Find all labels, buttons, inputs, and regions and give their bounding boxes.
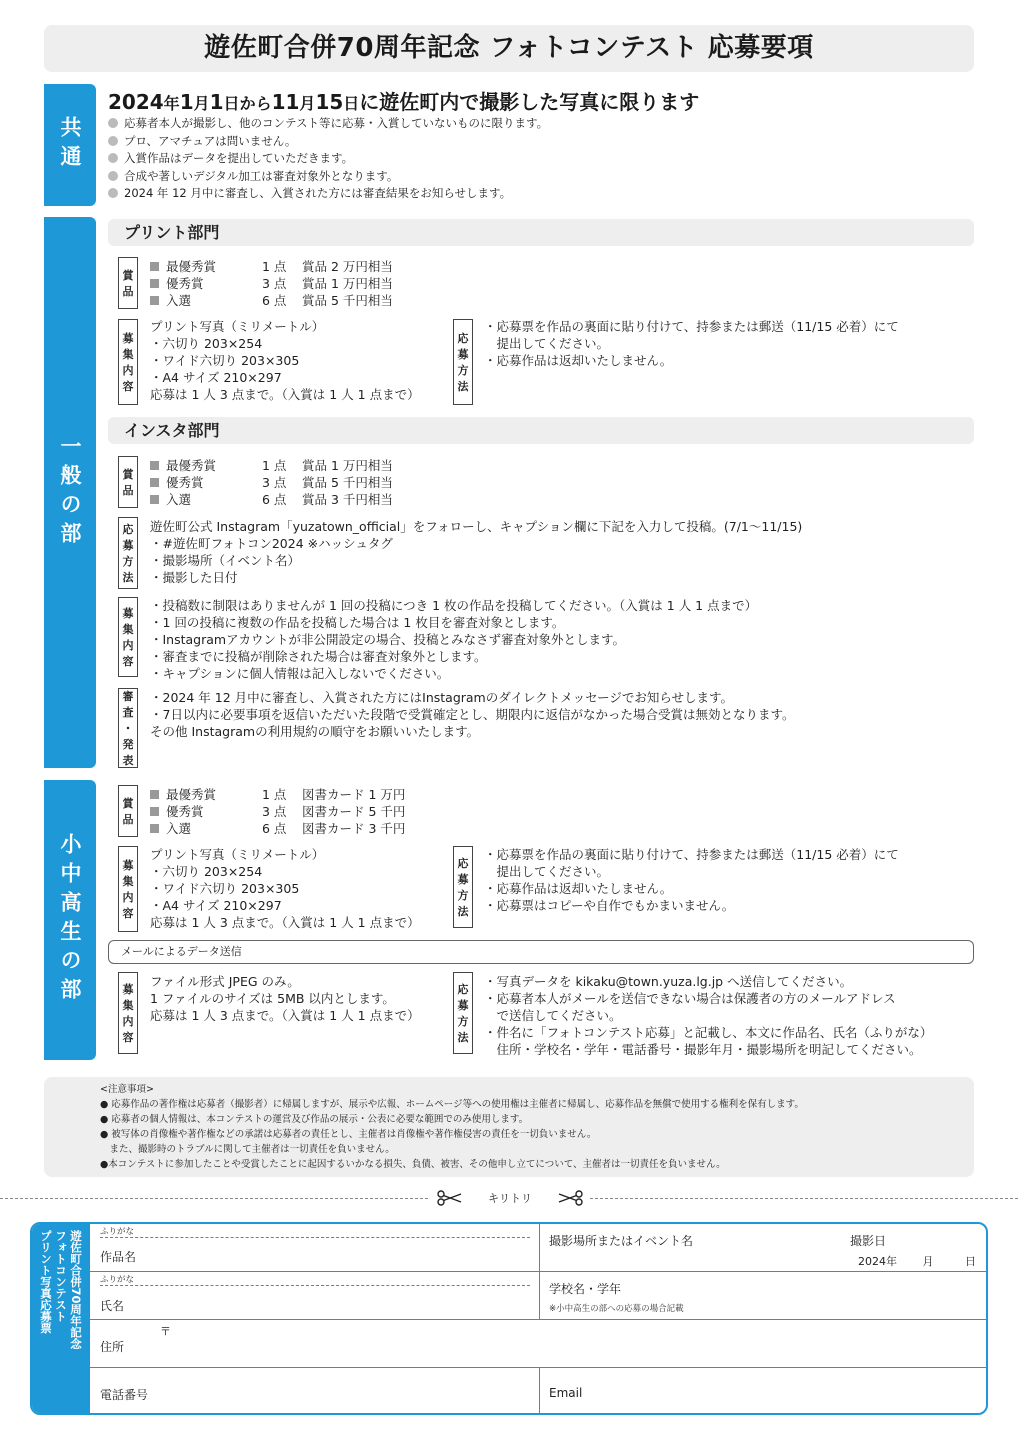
bullet-text: 入賞作品はデータを提出していただきます。 (124, 151, 354, 165)
student-content (150, 846, 420, 931)
print-section-heading: プリント部門 (108, 219, 974, 246)
prize-count: 3 点 (262, 475, 287, 490)
label-char: 応 (457, 857, 469, 870)
label-char: 内 (122, 364, 134, 377)
label-char: 表 (122, 754, 134, 767)
note-item: また、撮影時のトラブルに関して主催者は一切責任を負いません。 (100, 1144, 395, 1155)
judge-line: その他 Instagramの利用規約の順守をお願いいたします。 (150, 724, 480, 739)
prize-count: 6 点 (262, 293, 287, 308)
bullet-text: 合成や著しいデジタル加工は審査対象外となります。 (124, 168, 399, 183)
name-field[interactable]: 氏名 (100, 1299, 125, 1313)
insta-section-heading: インスタ部門 (108, 417, 974, 444)
place-field[interactable]: 撮影場所またはイベント名 (549, 1234, 694, 1248)
label-char: 募 (122, 607, 134, 620)
content-line: ・投稿数に制限はありませんが 1 回の投稿につき 1 枚の作品を投稿してください。（入賞は 1 人 1 点まで） (150, 598, 758, 613)
method-line: ・撮影場所（イベント名） (150, 553, 301, 568)
method-line: ・撮影した日付 (150, 570, 238, 585)
label-char: 賞 (122, 468, 134, 481)
print-content (150, 318, 420, 403)
label-char: 発 (122, 738, 134, 751)
label-char: 品 (122, 484, 134, 497)
content-line: ・1 回の投稿に複数の作品を投稿した場合は 1 枚目を審査対象とします。 (150, 615, 565, 630)
method-line: ・応募票はコピーや自作でもかまいません。 (484, 898, 735, 913)
notes-panel (44, 1077, 974, 1177)
side-title-line: 遊佐町合併70周年記念 (69, 1230, 83, 1350)
prize-name: 入選 (166, 821, 192, 836)
prize-value: 賞品 5 千円相当 (302, 475, 393, 490)
note-item: ●本コンテストに参加したことや受賞したことに起因するいかなる損失、負債、被害、その他申し立てについて、主催者は一切責任を負いません。 (100, 1159, 726, 1170)
prize-value: 図書カード 1 万円 (302, 787, 406, 802)
form-divider (539, 1271, 540, 1319)
prize-count: 1 点 (262, 787, 287, 802)
label-char: 法 (122, 571, 134, 584)
school-field[interactable]: 学校名・学年 (549, 1282, 622, 1296)
square-icon (150, 495, 159, 504)
label-char: 内 (122, 891, 134, 904)
method-line: 住所・学校名・学年・電話番号・撮影年月・撮影場所を明記してください。 (484, 1042, 922, 1057)
content-line: ファイル形式 JPEG のみ。 (150, 974, 300, 989)
print-method (484, 318, 899, 369)
content-line: ・A4 サイズ 210×297 (150, 370, 282, 385)
insta-content (150, 597, 757, 682)
label-char: 集 (122, 999, 134, 1012)
prize-count: 3 点 (262, 276, 287, 291)
prize-row (150, 292, 393, 309)
prize-value: 図書カード 3 千円 (302, 821, 406, 836)
content-line: 1 ファイルのサイズは 5MB 以内とします。 (150, 991, 395, 1006)
furigana-line (100, 1285, 530, 1286)
prize-name: 最優秀賞 (166, 458, 217, 473)
list-item (108, 133, 548, 151)
label-char: 募 (457, 348, 469, 361)
prize-row (150, 491, 393, 508)
tab-common-label: 共通 (58, 116, 82, 174)
method-line: ・写真データを kikaku@town.yuza.lg.jp へ送信してください。 (484, 974, 853, 989)
lead-part: 11 (271, 90, 300, 114)
mail-heading: メールによるデータ送信 (108, 940, 974, 964)
prize-name: 優秀賞 (166, 475, 204, 490)
prize-count: 1 点 (262, 259, 287, 274)
tab-general (44, 217, 96, 768)
prize-row (150, 474, 393, 491)
note-item: ● 被写体の肖像権や著作権などの承諾は応募者の責任とし、主催者は肖像権や著作権侵害の責任を一切負いません。 (100, 1129, 597, 1140)
lead-part: から (239, 94, 272, 113)
label-char: 容 (122, 1031, 134, 1044)
form-side-title (32, 1224, 90, 1413)
note-item: ● 応募者の個人情報は、本コンテストの運営及び作品の展示・公表に必要な範囲でのみ使用します。 (100, 1114, 529, 1125)
tab-student (44, 780, 96, 1060)
address-field[interactable]: 住所 (100, 1340, 125, 1354)
method-label (118, 517, 138, 589)
method-line: 提出してください。 (484, 336, 610, 351)
student-method (484, 846, 899, 914)
furigana-label: ふりがな (100, 1227, 135, 1237)
label-char: 容 (122, 655, 134, 668)
bullet-dot-icon (108, 118, 118, 128)
scissors-icon (558, 1190, 584, 1206)
lead-part: 2024 (108, 90, 164, 114)
prize-label (118, 456, 138, 508)
prize-count: 6 点 (262, 821, 287, 836)
content-label (118, 972, 138, 1054)
method-line: ・応募票を作品の裏面に貼り付けて、持参または郵送（11/15 必着）にて (484, 319, 899, 334)
label-char: 募 (122, 332, 134, 345)
list-item (108, 115, 548, 133)
content-line: プリント写真（ミリメートル） (150, 847, 325, 862)
method-label (453, 319, 473, 405)
cut-label: キリトリ (488, 1192, 532, 1205)
label-char: 品 (122, 813, 134, 826)
label-char: 内 (122, 1015, 134, 1028)
content-line: ・六切り 203×254 (150, 864, 263, 879)
form-divider (539, 1367, 540, 1415)
square-icon (150, 478, 159, 487)
email-field[interactable]: Email (549, 1386, 583, 1400)
method-line: ・件名に「フォトコンテスト応募」と記載し、本文に作品名、氏名（ふりがな） (484, 1025, 933, 1040)
label-char: 集 (122, 348, 134, 361)
label-char: 審 (122, 690, 134, 703)
prize-row (150, 457, 393, 474)
prize-label (118, 785, 138, 837)
prize-value: 賞品 1 万円相当 (302, 458, 393, 473)
list-item (108, 185, 548, 203)
method-line: ・応募作品は返却いたしません。 (484, 881, 673, 896)
prize-name: 優秀賞 (166, 276, 204, 291)
prize-count: 3 点 (262, 804, 287, 819)
common-bullets (108, 115, 548, 203)
date-year: 2024年 (858, 1255, 897, 1268)
content-line: ・ワイド六切り 203×305 (150, 881, 300, 896)
page-title: 遊佐町合併70周年記念 フォトコンテスト 応募要項 (44, 25, 974, 72)
date-field[interactable]: 撮影日 (850, 1234, 887, 1248)
judge-line: ・2024 年 12 月中に審査し、入賞された方にはInstagramのダイレクトメッセージでお知らせします。 (150, 690, 733, 705)
prize-name: 優秀賞 (166, 804, 204, 819)
label-char: 応 (122, 523, 134, 536)
square-icon (150, 262, 159, 271)
label-char: 方 (122, 555, 134, 568)
student-prizes (150, 786, 405, 837)
label-char: 応 (457, 983, 469, 996)
label-char: 方 (457, 364, 469, 377)
label-char: 募 (457, 999, 469, 1012)
square-icon (150, 461, 159, 470)
content-line: ・A4 サイズ 210×297 (150, 898, 282, 913)
prize-value: 賞品 2 万円相当 (302, 259, 393, 274)
prize-row (150, 803, 405, 820)
date-day: 日 (965, 1255, 976, 1268)
label-char: 応 (457, 332, 469, 345)
insta-prizes (150, 457, 393, 508)
lead-part: 年 (163, 94, 180, 113)
label-char: 方 (457, 889, 469, 902)
lead-part: 15 (315, 90, 344, 114)
method-line: で送信してください。 (484, 1008, 622, 1023)
label-char: 賞 (122, 797, 134, 810)
insta-method (150, 518, 802, 586)
furigana-line (100, 1237, 530, 1238)
prize-name: 最優秀賞 (166, 259, 217, 274)
prize-value: 賞品 5 千円相当 (302, 293, 393, 308)
bullet-dot-icon (108, 188, 118, 198)
prize-value: 賞品 3 千円相当 (302, 492, 393, 507)
content-label (118, 846, 138, 932)
label-char: 募 (122, 983, 134, 996)
lead-part: 月 (193, 94, 210, 113)
bullet-text: プロ、アマチュアは問いません。 (124, 133, 297, 148)
entry-form (30, 1222, 988, 1415)
lead-part: に遊佐町内で撮影した写真に限ります (359, 90, 700, 114)
method-line: ・応募者本人がメールを送信できない場合は保護者の方のメールアドレス (484, 991, 896, 1006)
work-name-field[interactable]: 作品名 (100, 1250, 137, 1264)
print-prizes (150, 258, 393, 309)
method-line: ・応募票を作品の裏面に貼り付けて、持参または郵送（11/15 必着）にて (484, 847, 899, 862)
prize-name: 入選 (166, 293, 192, 308)
prize-row (150, 275, 393, 292)
content-line: プリント写真（ミリメートル） (150, 319, 325, 334)
mail-method (484, 973, 932, 1058)
lead-part: 日 (223, 94, 240, 113)
square-icon (150, 296, 159, 305)
label-char: 募 (122, 539, 134, 552)
label-char: 査 (122, 706, 134, 719)
label-char: 容 (122, 907, 134, 920)
notes-heading: <注意事項> (100, 1084, 154, 1095)
side-title-line: フォトコンテスト (54, 1230, 68, 1322)
label-char: 集 (122, 623, 134, 636)
list-item (108, 168, 548, 186)
content-label (118, 319, 138, 405)
label-char: 内 (122, 639, 134, 652)
prize-value: 賞品 1 万円相当 (302, 276, 393, 291)
bullet-text: 応募者本人が撮影し、他のコンテスト等に応募・入賞していないものに限ります。 (124, 116, 549, 130)
prize-row (150, 258, 393, 275)
bullet-dot-icon (108, 171, 118, 181)
mail-content (150, 973, 420, 1024)
common-lead (108, 86, 699, 115)
content-line: ・キャプションに個人情報は記入しないでください。 (150, 666, 450, 681)
furigana-label: ふりがな (100, 1275, 135, 1285)
tab-student-label: 小中高生の部 (58, 833, 82, 1007)
form-divider (90, 1319, 988, 1320)
postal-mark: 〒 (160, 1325, 171, 1338)
content-line: 応募は 1 人 3 点まで。（入賞は 1 人 1 点まで） (150, 1008, 420, 1023)
prize-value: 図書カード 5 千円 (302, 804, 406, 819)
prize-count: 6 点 (262, 492, 287, 507)
prize-row (150, 786, 405, 803)
label-char: ・ (122, 722, 134, 735)
content-line: ・審査までに投稿が削除された場合は審査対象外とします。 (150, 649, 487, 664)
school-note: ※小中高生の部への応募の場合記載 (549, 1304, 684, 1314)
insta-judge (150, 689, 794, 740)
method-label (453, 846, 473, 928)
label-char: 法 (457, 905, 469, 918)
side-title-line: プリント写真応募票 (39, 1230, 53, 1334)
label-char: 方 (457, 1015, 469, 1028)
content-line: ・ワイド六切り 203×305 (150, 353, 300, 368)
method-line: ・応募作品は返却いたしません。 (484, 353, 673, 368)
date-month: 月 (922, 1255, 934, 1268)
tab-general-label: 一般の部 (58, 434, 82, 551)
content-line: ・六切り 203×254 (150, 336, 263, 351)
bullet-text: 2024 年 12 月中に審査し、入賞された方には審査結果をお知らせします。 (124, 186, 512, 200)
prize-name: 入選 (166, 492, 192, 507)
method-line: ・#遊佐町フォトコン2024 ※ハッシュタグ (150, 536, 393, 551)
bullet-dot-icon (108, 136, 118, 146)
phone-field[interactable]: 電話番号 (100, 1388, 149, 1402)
square-icon (150, 279, 159, 288)
form-divider (539, 1224, 540, 1271)
bullet-dot-icon (108, 153, 118, 163)
label-char: 募 (122, 859, 134, 872)
prize-label (118, 257, 138, 309)
label-char: 募 (457, 873, 469, 886)
judge-line: ・7日以内に必要事項を返信いただいた段階で受賞確定とし、期限内に返信がなかった場合受賞は無効となります。 (150, 707, 795, 722)
label-char: 法 (457, 1031, 469, 1044)
label-char: 容 (122, 380, 134, 393)
prize-row (150, 820, 405, 837)
date-values (858, 1253, 976, 1269)
label-char: 賞 (122, 269, 134, 282)
square-icon (150, 790, 159, 799)
method-line: 遊佐町公式 Instagram「yuzatown_official」をフォローし、キャプション欄に下記を入力して投稿。(7/1～11/15) (150, 519, 803, 534)
lead-part: 1 (209, 90, 224, 114)
prize-count: 1 点 (262, 458, 287, 473)
cut-marker (430, 1188, 590, 1208)
label-char: 集 (122, 875, 134, 888)
method-line: 提出してください。 (484, 864, 610, 879)
label-char: 法 (457, 380, 469, 393)
lead-part: 月 (299, 94, 316, 113)
judge-label (118, 688, 138, 768)
content-line: ・Instagramアカウントが非公開設定の場合、投稿とみなさず審査対象外とします。 (150, 632, 625, 647)
label-char: 品 (122, 285, 134, 298)
content-line: 応募は 1 人 3 点まで。（入賞は 1 人 1 点まで） (150, 387, 420, 402)
prize-name: 最優秀賞 (166, 787, 217, 802)
method-label (453, 972, 473, 1054)
scissors-icon (436, 1190, 462, 1206)
lead-part: 1 (179, 90, 194, 114)
list-item (108, 150, 548, 168)
square-icon (150, 807, 159, 816)
content-line: 応募は 1 人 3 点まで。（入賞は 1 人 1 点まで） (150, 915, 420, 930)
content-label (118, 597, 138, 677)
tab-common (44, 84, 96, 206)
lead-part: 日 (343, 94, 360, 113)
square-icon (150, 824, 159, 833)
note-item: ● 応募作品の著作権は応募者（撮影者）に帰属しますが、展示や広報、ホームページ等への使用権は主催者に帰属し、応募作品を無償で使用する権利を保有します。 (100, 1099, 804, 1110)
